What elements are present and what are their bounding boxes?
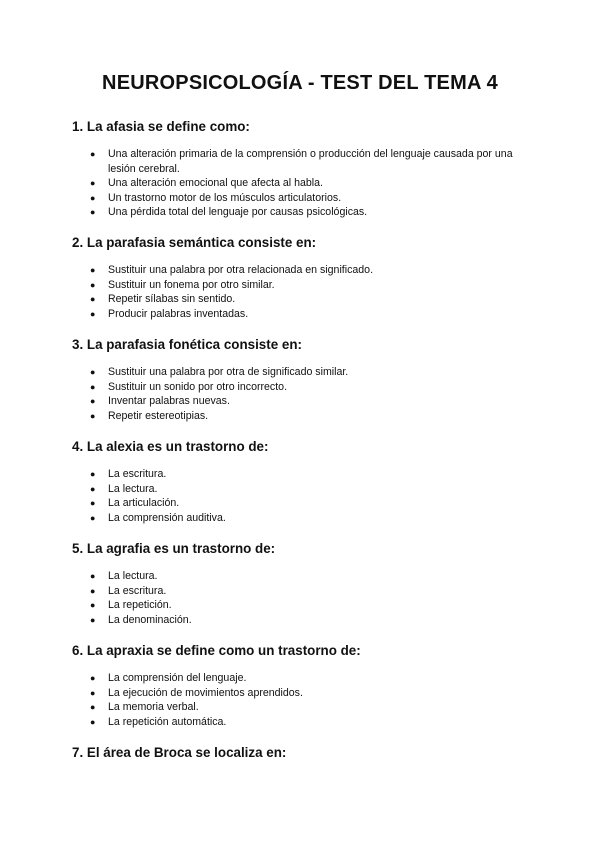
bullet-icon: ●: [90, 512, 96, 523]
bullet-icon: ●: [90, 178, 96, 189]
option-text: Repetir estereotipias.: [108, 409, 209, 422]
option-text: La lectura.: [108, 482, 158, 495]
option-item: [90, 278, 530, 293]
option-text: Sustituir una palabra por otra de significado similar.: [108, 366, 349, 378]
bullet-icon: ●: [90, 294, 96, 305]
option-item: [90, 307, 530, 322]
question-7: 7. El área de Broca se localiza en:: [72, 745, 287, 760]
bullet-icon: ●: [90, 702, 96, 713]
option-text: Sustituir un sonido por otro incorrecto.: [108, 380, 288, 393]
bullet-icon: ●: [90, 716, 96, 727]
option-text: Repetir sílabas sin sentido.: [108, 293, 236, 306]
bullet-icon: ●: [90, 207, 96, 218]
option-text: La articulación.: [108, 497, 180, 510]
option-text: Producir palabras inventadas.: [108, 307, 249, 320]
option-text: La escritura.: [108, 584, 167, 597]
bullet-icon: ●: [90, 498, 96, 509]
option-item: [90, 496, 530, 511]
option-item: [90, 584, 530, 599]
option-item: [90, 671, 530, 686]
question-5-options: [90, 569, 530, 627]
option-text: La denominación.: [108, 613, 192, 626]
bullet-icon: ●: [90, 469, 96, 479]
option-item: [90, 380, 530, 395]
option-item: [90, 191, 530, 206]
option-text: La escritura.: [108, 468, 167, 480]
option-item: [90, 511, 530, 526]
option-item: [90, 715, 530, 730]
option-text: Una pérdida total del lenguaje por causas psicológicas.: [108, 206, 368, 219]
option-text: La comprensión del lenguaje.: [108, 672, 247, 684]
option-item: [90, 613, 530, 628]
bullet-icon: ●: [90, 600, 96, 611]
option-text: La repetición automática.: [108, 715, 227, 728]
option-text: Sustituir un fonema por otro similar.: [108, 278, 275, 291]
question-2-options: [90, 263, 530, 321]
option-item: [90, 700, 530, 715]
question-4-options: [90, 467, 530, 525]
question-4: 4. La alexia es un trastorno de:: [72, 439, 269, 454]
bullet-icon: ●: [90, 396, 96, 407]
bullet-icon: ●: [90, 483, 96, 494]
bullet-icon: ●: [90, 614, 96, 625]
bullet-icon: ●: [90, 381, 96, 392]
question-1: 1. La afasia se define como:: [72, 119, 250, 134]
bullet-icon: ●: [90, 192, 96, 203]
question-2: 2. La parafasia semántica consiste en:: [72, 235, 317, 250]
option-text: Una alteración emocional que afecta al habla.: [108, 177, 323, 190]
option-item: [90, 263, 530, 278]
option-text: La ejecución de movimientos aprendidos.: [108, 686, 303, 699]
bullet-icon: ●: [90, 149, 96, 159]
question-5: 5. La agrafia es un trastorno de:: [72, 541, 276, 556]
option-item: [90, 292, 530, 307]
bullet-icon: ●: [90, 410, 96, 421]
bullet-icon: ●: [90, 279, 96, 290]
option-text: Sustituir una palabra por otra relacionada en significado.: [108, 264, 374, 276]
option-item: [90, 569, 530, 584]
bullet-icon: ●: [90, 571, 96, 581]
option-item: [90, 686, 530, 701]
option-text: Un trastorno motor de los músculos articulatorios.: [108, 191, 342, 204]
option-text: Una alteración primaria de la comprensión o producción del lenguaje causada por una lesión cerebral.: [108, 148, 513, 175]
bullet-icon: ●: [90, 367, 96, 377]
question-3-options: [90, 365, 530, 423]
option-text: La repetición.: [108, 599, 172, 612]
question-6: 6. La apraxia se define como un trastorno de:: [72, 643, 361, 658]
option-item: [90, 365, 530, 380]
bullet-icon: ●: [90, 673, 96, 683]
option-text: La memoria verbal.: [108, 701, 199, 714]
option-item: [90, 176, 530, 191]
option-item: [90, 482, 530, 497]
option-item: [90, 467, 530, 482]
question-3: 3. La parafasia fonética consiste en:: [72, 337, 302, 352]
question-1-options: [90, 147, 530, 220]
bullet-icon: ●: [90, 585, 96, 596]
question-6-options: [90, 671, 530, 729]
option-text: Inventar palabras nuevas.: [108, 395, 230, 408]
option-item: [90, 147, 530, 176]
option-text: La comprensión auditiva.: [108, 511, 226, 524]
option-item: [90, 205, 530, 220]
bullet-icon: ●: [90, 687, 96, 698]
option-item: [90, 598, 530, 613]
option-item: [90, 394, 530, 409]
option-text: La lectura.: [108, 570, 158, 582]
page-title: NEUROPSICOLOGÍA - TEST DEL TEMA 4: [102, 72, 498, 94]
bullet-icon: ●: [90, 265, 96, 275]
option-item: [90, 409, 530, 424]
bullet-icon: ●: [90, 308, 96, 319]
